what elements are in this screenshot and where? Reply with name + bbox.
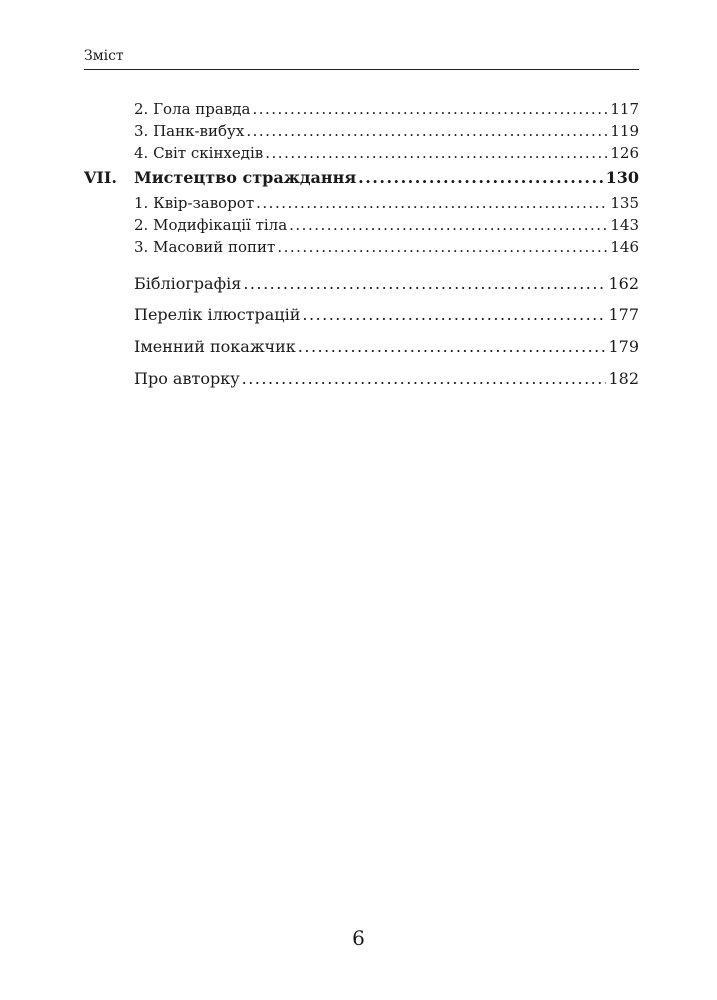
chapter-title: Мистецтво страждання [134, 168, 357, 187]
toc-entry[interactable] [134, 122, 639, 140]
toc-entry-title: Іменний покажчик [134, 337, 296, 356]
toc-entry-page: 179 [608, 337, 639, 356]
toc-leader-dots [277, 238, 608, 256]
toc-entry-title: Бібліографія [134, 274, 242, 293]
toc-entry-page: 182 [608, 369, 639, 388]
toc-entry-title: 1. Квір-заворот [134, 194, 255, 212]
toc-entry-page: 126 [610, 144, 639, 162]
toc-leader-dots [256, 194, 608, 212]
header-rule [84, 69, 639, 70]
toc-entry-page: 119 [610, 122, 639, 140]
toc-entry[interactable] [134, 238, 639, 256]
toc-leader-dots [289, 216, 608, 234]
toc-backmatter-entry[interactable] [134, 305, 639, 324]
toc-entry-title: 2. Гола правда [134, 100, 251, 118]
toc-entry-title: 3. Панк-вибух [134, 122, 245, 140]
toc-entry-title: 2. Модифікації тіла [134, 216, 288, 234]
toc-entry-page: 146 [610, 238, 639, 256]
toc-backmatter-entry[interactable] [134, 337, 639, 356]
toc-backmatter-entry[interactable] [134, 274, 639, 293]
toc-leader-dots [265, 144, 608, 162]
toc-entry[interactable] [134, 194, 639, 212]
toc-chapter-entry[interactable] [84, 168, 639, 187]
toc-entry-title: Перелік ілюстрацій [134, 305, 301, 324]
toc-entry-title: 4. Світ скінхедів [134, 144, 264, 162]
toc-entry[interactable] [134, 216, 639, 234]
toc-leader-dots [246, 122, 608, 140]
toc-entry-page: 177 [608, 305, 639, 324]
page-number: 6 [352, 926, 365, 950]
toc-leader-dots [242, 369, 607, 388]
chapter-number: VII. [84, 168, 117, 187]
running-head-title: Зміст [84, 48, 124, 64]
toc-entry-title: 3. Масовий попит [134, 238, 276, 256]
toc-backmatter-entry[interactable] [134, 369, 639, 388]
toc-leader-dots [298, 337, 607, 356]
toc-entry[interactable] [134, 100, 639, 118]
toc-entry-page: 162 [608, 274, 639, 293]
toc-entry-page: 117 [610, 100, 639, 118]
toc-leader-dots [252, 100, 608, 118]
toc-leader-dots [358, 168, 603, 187]
chapter-page: 130 [605, 168, 639, 187]
toc-entry-title: Про авторку [134, 369, 240, 388]
toc-entry[interactable] [134, 144, 639, 162]
toc-entry-page: 143 [610, 216, 639, 234]
toc-entry-page: 135 [610, 194, 639, 212]
toc-leader-dots [243, 274, 606, 293]
toc-leader-dots [302, 305, 606, 324]
